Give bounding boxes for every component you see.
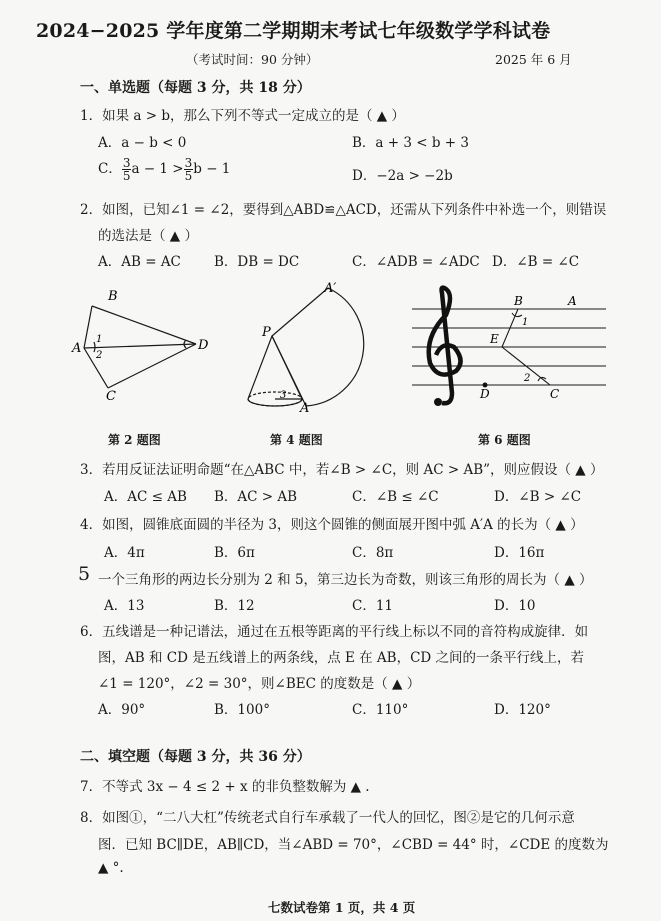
fig2-label-2: 2: [96, 350, 103, 361]
q6-line3: ∠1 = 120°，∠2 = 30°，则∠BEC 的度数是（ ▲ ）: [98, 676, 421, 692]
fig4-label-p: P: [262, 325, 271, 340]
q5-option-d: D．10: [494, 598, 536, 614]
fig6-label-a: A: [568, 294, 577, 308]
q5-stem: 一个三角形的两边长分别为 2 和 5，第三边长为奇数，则该三角形的周长为（ ▲ ）: [98, 572, 593, 588]
exam-time: （考试时间：90 分钟）: [186, 52, 319, 67]
q2-stem-line2: 的选法是（ ▲ ）: [98, 228, 198, 244]
q2-option-d: D．∠B = ∠C: [492, 254, 580, 270]
fig2-label-c: C: [106, 389, 116, 404]
q6-option-c: C．110°: [352, 702, 409, 718]
q5-number: 5: [78, 563, 91, 585]
section-2-heading: 二、填空题（每题 3 分，共 36 分）: [80, 749, 311, 765]
q5-option-c: C．11: [352, 598, 394, 614]
fig6-label-1: 1: [522, 317, 529, 328]
q1-option-d: D．−2a > −2b: [352, 168, 453, 184]
q4-option-a: A．4π: [104, 545, 145, 561]
q3-option-b: B．AC > AB: [214, 489, 298, 505]
q8-line2: 图．已知 BC∥DE，AB∥CD，当∠ABD = 70°，∠CBD = 44° 时，∠CDE 的度数为: [98, 837, 609, 853]
q8-line1: 8．如图①，“二八大杠”传统老式自行车承载了一代人的回忆，图②是它的几何示意: [80, 810, 575, 826]
clef-dot-icon: [434, 398, 442, 406]
figure-q4-caption: 第 4 题图: [270, 433, 323, 447]
q4-option-c: C．8π: [352, 545, 394, 561]
q6-line2: 图，AB 和 CD 是五线谱上的两条线，点 E 在 AB，CD 之间的一条平行线上，若: [98, 650, 585, 666]
q8-line3: ▲ °.: [98, 860, 124, 876]
q4-option-d: D．16π: [494, 545, 545, 561]
figure-q6-caption: 第 6 题图: [478, 433, 531, 447]
section-1-heading: 一、单选题（每题 3 分，共 18 分）: [80, 80, 311, 96]
q7-stem: 7．不等式 3x − 4 ≤ 2 + x 的非负整数解为 ▲ .: [80, 779, 370, 795]
fig2-label-b: B: [108, 289, 118, 304]
fig6-label-b: B: [514, 294, 523, 308]
figure-q4: [240, 278, 380, 418]
q1-option-a: A．a − b < 0: [98, 135, 187, 151]
q6-line1: 6．五线谱是一种记谱法，通过在五根等距离的平行线上标以不同的音符构成旋律．如: [80, 624, 589, 640]
q6-option-b: B．100°: [214, 702, 270, 718]
q3-option-a: A．AC ≤ AB: [104, 489, 187, 505]
q3-stem: 3．若用反证法证明命题“在△ABC 中，若∠B > ∠C，则 AC > AB”，则应假设（ ▲ ）: [80, 462, 604, 478]
q2-option-a: A．AB = AC: [98, 254, 181, 270]
q4-stem: 4．如图，圆锥底面圆的半径为 3，则这个圆锥的侧面展开图中弧 A′A 的长为（ ▲ ）: [80, 517, 584, 533]
fig6-label-2: 2: [524, 373, 531, 384]
exam-date: 2025 年 6 月: [495, 52, 572, 67]
q6-option-d: D．120°: [494, 702, 551, 718]
q1-option-b: B．a + 3 < b + 3: [352, 135, 469, 151]
q5-option-b: B．12: [214, 598, 255, 614]
fig6-label-e: E: [490, 332, 499, 346]
fig6-label-c: C: [550, 387, 560, 401]
treble-clef-icon: [429, 288, 461, 404]
fig4-label-a-prime: A′: [324, 281, 337, 296]
figure-q6: [410, 285, 610, 415]
page-footer: 七数试卷第 1 页，共 4 页: [268, 900, 416, 915]
fig4-label-a: A: [300, 401, 310, 416]
q2-option-c: C．∠ADB = ∠ADC: [352, 254, 480, 270]
q3-option-d: D．∠B > ∠C: [494, 489, 582, 505]
fig6-label-d: D: [480, 387, 490, 401]
q1-stem: 1．如果 a > b，那么下列不等式一定成立的是（ ▲ ）: [80, 108, 405, 124]
figure-q2: [70, 286, 220, 406]
q6-option-a: A．90°: [98, 702, 146, 718]
fig2-label-1: 1: [96, 334, 103, 345]
q2-option-b: B．DB = DC: [214, 254, 300, 270]
q2-stem-line1: 2．如图，已知∠1 = ∠2，要得到△ABD≌△ACD，还需从下列条件中补选一个，则错误: [80, 202, 607, 218]
exam-title: 2024−2025 学年度第二学期期末考试七年级数学学科试卷: [36, 20, 551, 42]
q3-option-c: C．∠B ≤ ∠C: [352, 489, 439, 505]
fig4-label-3: 3: [280, 390, 287, 401]
figure-q2-caption: 第 2 题图: [108, 433, 161, 447]
fig2-label-d: D: [198, 338, 209, 353]
q4-option-b: B．6π: [214, 545, 255, 561]
q1-option-c: C． $\frac{3}{5}$ a − 1 > $\frac{3}{5}$ b − 1: [98, 156, 231, 183]
fig2-label-a: A: [72, 341, 82, 356]
q5-option-a: A．13: [104, 598, 145, 614]
